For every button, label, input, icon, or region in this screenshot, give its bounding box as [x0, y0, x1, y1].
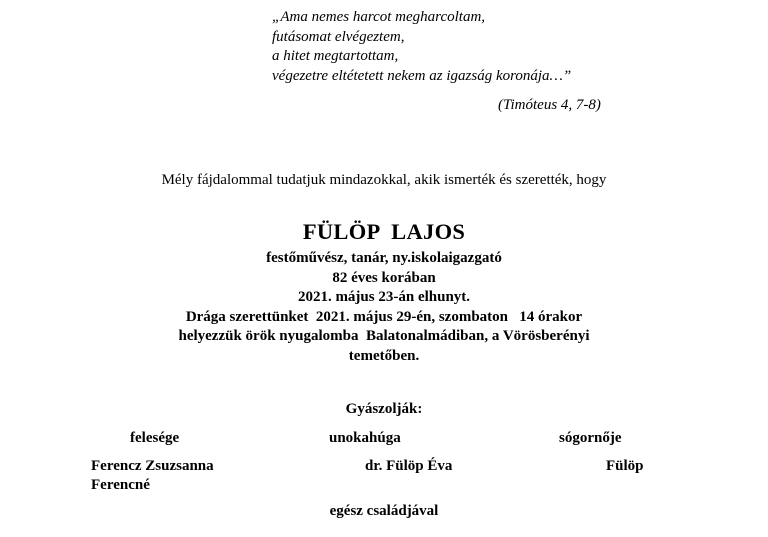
- deceased-age: 82 éves korában: [332, 269, 436, 286]
- closing-text: egész családjával: [329, 503, 439, 519]
- funeral-line-1: Drága szerettünket 2021. május 29-én, szombaton 14 órakor: [185, 308, 583, 325]
- date-of-death: 2021. május 23-án elhunyt.: [297, 289, 471, 305]
- intro-text: Mély fájdalommal tudatjuk mindazokkal, akik ismerték és szerették, hogy: [161, 172, 607, 188]
- quote-line-1: „Ama nemes harcot megharcoltam,: [272, 9, 486, 25]
- deceased-title: festőművész, tanár, ny.iskolaigazgató: [266, 250, 502, 266]
- mourner-name-3: Fülöp: [606, 458, 644, 474]
- deceased-name: FÜLÖP LAJOS: [302, 219, 466, 244]
- mourner-name-2: dr. Fülöp Éva: [365, 458, 453, 474]
- funeral-line-2: helyezzük örök nyugalomba Balatonalmádiban, a Vörösberényi: [178, 328, 590, 344]
- mourner-name-continuation: Ferencné: [91, 477, 150, 493]
- mourner-role-3: sógornője: [559, 430, 622, 446]
- mourner-role-2: unokahúga: [329, 430, 401, 446]
- quote-line-2: futásomat elvégeztem,: [272, 28, 405, 45]
- quote-line-4: végezetre eltétetett nekem az igazság koronája…”: [272, 67, 572, 84]
- bible-quote: [272, 8, 571, 86]
- mourners-title: Gyászolják:: [345, 401, 423, 417]
- mourner-name-1: Ferencz Zsuzsanna: [91, 458, 214, 474]
- mourner-role-1: felesége: [130, 430, 180, 446]
- deceased-details: [0, 249, 768, 366]
- quote-source: (Timóteus 4, 7-8): [498, 97, 601, 113]
- quote-line-3: a hitet megtartottam,: [272, 48, 399, 64]
- funeral-line-3: temetőben.: [348, 347, 420, 364]
